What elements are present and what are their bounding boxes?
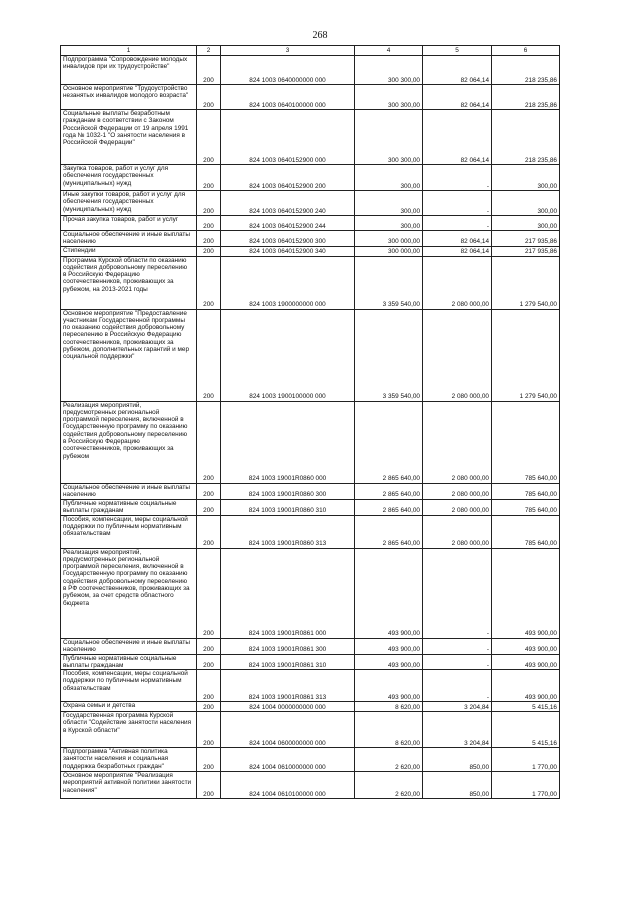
- row-group-cell: [197, 246, 221, 256]
- row-executed-text: -: [486, 207, 489, 215]
- row-name-cell: [61, 165, 197, 191]
- row-code-cell: [221, 772, 355, 799]
- row-executed-text: -: [486, 222, 489, 230]
- row-executed-text: 2 080 000,00: [451, 491, 489, 499]
- row-approved-text: 2 620,00: [395, 763, 420, 771]
- row-group-cell: [197, 748, 221, 772]
- row-code-cell: [221, 246, 355, 256]
- row-approved-text: 300,00: [400, 222, 420, 230]
- row-remaining-text: 5 415,16: [532, 739, 557, 747]
- row-remaining-text: 217 935,86: [525, 238, 557, 246]
- row-group-cell: [197, 654, 221, 670]
- table-row: [61, 256, 560, 309]
- row-executed-cell: [423, 483, 492, 499]
- row-executed-text: 3 204,84: [464, 703, 489, 711]
- table-row: [61, 654, 560, 670]
- row-remaining-cell: [492, 256, 560, 309]
- table-row: [61, 638, 560, 654]
- row-group-text: 200: [203, 182, 214, 190]
- row-code-cell: [221, 702, 355, 712]
- row-approved-text: 493 900,00: [388, 630, 420, 638]
- row-executed-text: -: [486, 646, 489, 654]
- row-executed-cell: [423, 85, 492, 110]
- row-executed-text: 850,00: [469, 763, 489, 771]
- row-executed-cell: [423, 499, 492, 515]
- row-code-text: 824 1004 0610000000 000: [249, 763, 326, 771]
- row-approved-text: 2 865 640,00: [382, 507, 420, 515]
- row-group-text: 200: [203, 238, 214, 246]
- row-name-cell: [61, 772, 197, 799]
- row-group-text: 200: [203, 507, 214, 515]
- row-group-text: 200: [203, 646, 214, 654]
- row-remaining-cell: [492, 231, 560, 247]
- row-name-text: Реализация мероприятий, предусмотренных региональной программой переселения, включенной в Государственную программу по оказанию содействия добровольному переселению в Российскую Федерацию соотечественников, проживающих за рубежом: [63, 401, 188, 460]
- row-code-text: 824 1003 0640152900 300: [249, 238, 326, 246]
- row-executed-cell: [423, 56, 492, 85]
- row-executed-cell: [423, 401, 492, 483]
- row-executed-cell: [423, 548, 492, 638]
- row-executed-text: -: [486, 693, 489, 701]
- row-approved-cell: [355, 401, 423, 483]
- row-remaining-cell: [492, 712, 560, 748]
- row-executed-text: 2 080 000,00: [451, 507, 489, 515]
- row-remaining-text: 785 640,00: [525, 475, 557, 483]
- row-approved-cell: [355, 85, 423, 110]
- row-remaining-text: 218 235,86: [525, 156, 557, 164]
- row-approved-cell: [355, 772, 423, 799]
- row-group-cell: [197, 702, 221, 712]
- row-executed-text: -: [486, 630, 489, 638]
- row-remaining-text: 493 900,00: [525, 630, 557, 638]
- row-name-cell: [61, 309, 197, 401]
- row-approved-cell: [355, 246, 423, 256]
- row-remaining-cell: [492, 56, 560, 85]
- row-executed-cell: [423, 515, 492, 548]
- row-executed-text: 82 064,14: [460, 101, 489, 109]
- row-name-cell: [61, 256, 197, 309]
- row-remaining-text: 493 900,00: [525, 693, 557, 701]
- row-remaining-cell: [492, 654, 560, 670]
- row-code-text: 824 1003 19001R0860 310: [248, 507, 327, 515]
- table-row: [61, 85, 560, 110]
- row-executed-cell: [423, 110, 492, 165]
- row-executed-text: 3 204,84: [464, 739, 489, 747]
- row-group-text: 200: [203, 661, 214, 669]
- row-code-cell: [221, 165, 355, 191]
- row-code-cell: [221, 654, 355, 670]
- row-executed-cell: [423, 654, 492, 670]
- row-approved-text: 300,00: [400, 182, 420, 190]
- row-approved-text: 300 000,00: [388, 248, 420, 256]
- row-approved-text: 300 300,00: [388, 156, 420, 164]
- row-executed-text: 2 080 000,00: [451, 540, 489, 548]
- row-name-cell: [61, 654, 197, 670]
- row-group-cell: [197, 670, 221, 702]
- row-name-text: Социальное обеспечение и иные выплаты населению: [63, 638, 190, 653]
- row-group-text: 200: [203, 101, 214, 109]
- row-executed-cell: [423, 748, 492, 772]
- row-name-cell: [61, 56, 197, 85]
- row-name-text: Подпрограмма "Сопровождение молодых инвалидов при их трудоустройстве": [63, 56, 188, 71]
- row-approved-text: 2 865 640,00: [382, 491, 420, 499]
- table-row: [61, 246, 560, 256]
- row-remaining-cell: [492, 401, 560, 483]
- table-row: [61, 712, 560, 748]
- row-code-cell: [221, 85, 355, 110]
- row-name-cell: [61, 401, 197, 483]
- row-approved-cell: [355, 191, 423, 216]
- row-name-cell: [61, 231, 197, 247]
- row-code-cell: [221, 499, 355, 515]
- table-row: [61, 401, 560, 483]
- row-approved-cell: [355, 712, 423, 748]
- row-code-cell: [221, 401, 355, 483]
- row-code-cell: [221, 56, 355, 85]
- table-row: [61, 309, 560, 401]
- row-approved-cell: [355, 548, 423, 638]
- page-number: 268: [312, 30, 328, 41]
- row-approved-cell: [355, 702, 423, 712]
- row-executed-cell: [423, 191, 492, 216]
- row-approved-text: 493 900,00: [388, 693, 420, 701]
- row-group-cell: [197, 216, 221, 231]
- table-row: [61, 702, 560, 712]
- row-code-text: 824 1003 19001R0860 313: [248, 540, 327, 548]
- row-code-text: 824 1003 0640152900 340: [249, 248, 326, 256]
- row-remaining-text: 493 900,00: [525, 646, 557, 654]
- row-code-text: 824 1003 1900000000 000: [249, 301, 326, 309]
- row-remaining-text: 1 770,00: [532, 763, 557, 771]
- row-executed-text: 850,00: [469, 790, 489, 798]
- row-remaining-text: 300,00: [537, 182, 557, 190]
- row-executed-cell: [423, 712, 492, 748]
- row-code-cell: [221, 548, 355, 638]
- table-row: [61, 548, 560, 638]
- row-name-text: Основное мероприятие "Предоставление участникам Государственной программы по оказанию содействия добровольному переселению в Российскую Федерацию соотечественников, проживающих за рубежом, дополнительных гарантий и мер социальной поддержки": [63, 309, 189, 361]
- row-remaining-cell: [492, 110, 560, 165]
- row-code-cell: [221, 515, 355, 548]
- row-name-text: Публичные нормативные социальные выплаты гражданам: [63, 499, 177, 514]
- row-group-text: 200: [203, 630, 214, 638]
- row-group-cell: [197, 638, 221, 654]
- table-row: [61, 110, 560, 165]
- row-executed-text: -: [486, 661, 489, 669]
- row-group-text: 200: [203, 156, 214, 164]
- row-group-text: 200: [203, 301, 214, 309]
- row-code-text: 824 1003 19001R0860 000: [248, 475, 327, 483]
- row-name-text: Социальные выплаты безработным гражданам в соответствии с Законом Российской Федерации от 19 апреля 1991 года № 1032-1 "О занятости населения в Российской Федерации": [63, 110, 189, 147]
- row-executed-text: 82 064,14: [460, 248, 489, 256]
- column-header: 2: [197, 46, 221, 56]
- row-remaining-cell: [492, 670, 560, 702]
- table-row: [61, 670, 560, 702]
- row-remaining-cell: [492, 702, 560, 712]
- row-code-text: 824 1003 19001R0861 300: [248, 646, 327, 654]
- row-approved-cell: [355, 654, 423, 670]
- column-header: 1: [61, 46, 197, 56]
- row-executed-cell: [423, 772, 492, 799]
- row-code-text: 824 1003 19001R0860 300: [248, 491, 327, 499]
- row-group-text: 200: [203, 207, 214, 215]
- row-remaining-text: 785 640,00: [525, 507, 557, 515]
- row-name-text: Социальное обеспечение и иные выплаты населению: [63, 483, 190, 498]
- row-group-text: 200: [203, 491, 214, 499]
- row-group-text: 200: [203, 393, 214, 401]
- row-code-cell: [221, 748, 355, 772]
- row-approved-cell: [355, 231, 423, 247]
- row-code-text: 824 1003 19001R0861 310: [248, 661, 327, 669]
- row-approved-text: 493 900,00: [388, 646, 420, 654]
- table-row: [61, 56, 560, 85]
- row-group-cell: [197, 85, 221, 110]
- row-code-cell: [221, 110, 355, 165]
- row-name-text: Реализация мероприятий, предусмотренных региональной программой переселения, включенной в Государственную программу по оказанию содействия добровольному переселению в РФ соотечественников, проживающих за рубежом, за счет средств областного бюджета: [63, 548, 190, 607]
- row-group-cell: [197, 110, 221, 165]
- row-group-text: 200: [203, 739, 214, 747]
- table-row: [61, 231, 560, 247]
- table-row: [61, 515, 560, 548]
- table-row: [61, 483, 560, 499]
- row-code-cell: [221, 670, 355, 702]
- row-approved-text: 2 865 640,00: [382, 540, 420, 548]
- row-executed-cell: [423, 702, 492, 712]
- column-header: 5: [423, 46, 492, 56]
- row-remaining-text: 300,00: [537, 207, 557, 215]
- row-executed-cell: [423, 256, 492, 309]
- row-executed-text: 2 080 000,00: [451, 475, 489, 483]
- row-name-text: Программа Курской области по оказанию содействия добровольному переселению в Российскую Федерацию соотечественников, проживающих за рубежом, на 2013-2021 годы: [63, 256, 188, 293]
- row-name-cell: [61, 85, 197, 110]
- row-group-text: 200: [203, 248, 214, 256]
- row-executed-cell: [423, 670, 492, 702]
- row-executed-text: -: [486, 182, 489, 190]
- row-executed-text: 2 080 000,00: [451, 301, 489, 309]
- row-approved-text: 300 300,00: [388, 101, 420, 109]
- row-remaining-cell: [492, 191, 560, 216]
- row-remaining-text: 785 640,00: [525, 491, 557, 499]
- budget-table: [60, 45, 560, 799]
- row-approved-cell: [355, 256, 423, 309]
- row-code-text: 824 1003 19001R0861 000: [248, 630, 327, 638]
- row-name-text: Социальное обеспечение и иные выплаты населению: [63, 231, 190, 246]
- row-code-cell: [221, 712, 355, 748]
- row-code-cell: [221, 191, 355, 216]
- row-code-text: 824 1003 0640152900 200: [249, 182, 326, 190]
- row-remaining-cell: [492, 548, 560, 638]
- row-code-text: 824 1003 0640152900 000: [249, 156, 326, 164]
- row-code-text: 824 1003 0640100000 000: [249, 101, 326, 109]
- row-group-text: 200: [203, 763, 214, 771]
- row-approved-text: 493 900,00: [388, 661, 420, 669]
- row-code-text: 824 1003 19001R0861 313: [248, 693, 327, 701]
- table-row: [61, 499, 560, 515]
- row-code-text: 824 1003 0640000000 000: [249, 76, 326, 84]
- row-group-cell: [197, 309, 221, 401]
- row-name-text: Пособия, компенсации, меры социальной поддержки по публичным нормативным обязательствам: [63, 670, 188, 692]
- row-code-text: 824 1004 0000000000 000: [249, 703, 326, 711]
- row-group-cell: [197, 191, 221, 216]
- column-header: 4: [355, 46, 423, 56]
- row-name-cell: [61, 246, 197, 256]
- row-approved-text: 3 359 540,00: [382, 301, 420, 309]
- row-approved-cell: [355, 670, 423, 702]
- row-executed-cell: [423, 309, 492, 401]
- row-remaining-text: 218 235,86: [525, 76, 557, 84]
- row-name-text: Закупка товаров, работ и услуг для обеспечения государственных (муниципальных) нужд: [63, 165, 169, 187]
- row-code-text: 824 1003 0640152900 244: [249, 222, 326, 230]
- row-code-cell: [221, 231, 355, 247]
- row-group-text: 200: [203, 693, 214, 701]
- row-group-cell: [197, 712, 221, 748]
- column-header: 3: [221, 46, 355, 56]
- row-remaining-text: 493 900,00: [525, 661, 557, 669]
- table-row: [61, 216, 560, 231]
- row-group-cell: [197, 548, 221, 638]
- row-remaining-cell: [492, 216, 560, 231]
- row-group-text: 200: [203, 475, 214, 483]
- row-remaining-text: 785 640,00: [525, 540, 557, 548]
- row-approved-text: 8 620,00: [395, 739, 420, 747]
- row-executed-cell: [423, 231, 492, 247]
- header-row: [61, 46, 560, 56]
- row-approved-cell: [355, 499, 423, 515]
- row-group-text: 200: [203, 703, 214, 711]
- row-group-cell: [197, 772, 221, 799]
- row-name-cell: [61, 638, 197, 654]
- row-approved-text: 3 359 540,00: [382, 393, 420, 401]
- row-approved-text: 300,00: [400, 207, 420, 215]
- row-name-text: Прочая закупка товаров, работ и услуг: [63, 216, 179, 223]
- row-name-cell: [61, 670, 197, 702]
- row-remaining-text: 300,00: [537, 222, 557, 230]
- row-remaining-text: 217 935,86: [525, 248, 557, 256]
- row-approved-text: 2 620,00: [395, 790, 420, 798]
- row-executed-text: 82 064,14: [460, 76, 489, 84]
- row-group-cell: [197, 231, 221, 247]
- row-remaining-cell: [492, 748, 560, 772]
- row-remaining-cell: [492, 638, 560, 654]
- row-remaining-text: 218 235,86: [525, 101, 557, 109]
- row-code-cell: [221, 216, 355, 231]
- row-group-cell: [197, 56, 221, 85]
- row-code-text: 824 1004 0610100000 000: [249, 790, 326, 798]
- row-group-cell: [197, 256, 221, 309]
- row-code-text: 824 1003 1900100000 000: [249, 393, 326, 401]
- row-name-cell: [61, 548, 197, 638]
- row-executed-text: 2 080 000,00: [451, 393, 489, 401]
- row-group-text: 200: [203, 790, 214, 798]
- row-remaining-cell: [492, 165, 560, 191]
- row-code-text: 824 1003 0640152900 240: [249, 207, 326, 215]
- table-row: [61, 772, 560, 799]
- row-name-cell: [61, 110, 197, 165]
- row-name-text: Публичные нормативные социальные выплаты гражданам: [63, 654, 177, 669]
- row-group-cell: [197, 499, 221, 515]
- row-code-cell: [221, 309, 355, 401]
- row-group-cell: [197, 165, 221, 191]
- row-remaining-cell: [492, 85, 560, 110]
- row-remaining-text: 1 279 540,00: [519, 301, 557, 309]
- row-name-cell: [61, 499, 197, 515]
- row-approved-text: 300 300,00: [388, 76, 420, 84]
- row-executed-cell: [423, 216, 492, 231]
- row-name-cell: [61, 702, 197, 712]
- row-name-text: Основное мероприятие "Трудоустройство незанятых инвалидов молодого возраста": [63, 85, 189, 100]
- row-code-cell: [221, 256, 355, 309]
- row-executed-cell: [423, 246, 492, 256]
- row-remaining-cell: [492, 499, 560, 515]
- row-remaining-cell: [492, 309, 560, 401]
- row-remaining-cell: [492, 772, 560, 799]
- row-approved-cell: [355, 216, 423, 231]
- row-name-text: Иные закупки товаров, работ и услуг для обеспечения государственных (муниципальных) нужд: [63, 191, 186, 213]
- row-approved-cell: [355, 515, 423, 548]
- row-name-text: Подпрограмма "Активная политика занятости населения и социальная поддержка безработных граждан": [63, 748, 169, 770]
- row-approved-cell: [355, 638, 423, 654]
- row-group-cell: [197, 515, 221, 548]
- row-group-text: 200: [203, 76, 214, 84]
- row-approved-text: 2 865 640,00: [382, 475, 420, 483]
- row-remaining-cell: [492, 246, 560, 256]
- row-remaining-text: 1 770,00: [532, 790, 557, 798]
- row-name-cell: [61, 191, 197, 216]
- row-name-text: Стипендии: [63, 246, 96, 254]
- row-group-text: 200: [203, 540, 214, 548]
- column-header: 6: [492, 46, 560, 56]
- row-approved-cell: [355, 110, 423, 165]
- row-executed-cell: [423, 638, 492, 654]
- row-group-cell: [197, 483, 221, 499]
- row-name-text: Пособия, компенсации, меры социальной поддержки по публичным нормативным обязательствам: [63, 515, 188, 538]
- row-name-cell: [61, 748, 197, 772]
- row-name-cell: [61, 515, 197, 548]
- table-row: [61, 748, 560, 772]
- row-approved-cell: [355, 56, 423, 85]
- row-remaining-cell: [492, 515, 560, 548]
- row-remaining-text: 5 415,16: [532, 703, 557, 711]
- row-approved-text: 8 620,00: [395, 703, 420, 711]
- row-group-cell: [197, 401, 221, 483]
- row-name-text: Основное мероприятие "Реализация мероприятий активной политики занятости населения": [63, 772, 192, 794]
- row-group-text: 200: [203, 222, 214, 230]
- row-approved-cell: [355, 309, 423, 401]
- row-executed-text: 82 064,14: [460, 238, 489, 246]
- row-remaining-cell: [492, 483, 560, 499]
- row-name-cell: [61, 712, 197, 748]
- row-approved-text: 300 000,00: [388, 238, 420, 246]
- row-name-cell: [61, 483, 197, 499]
- row-approved-cell: [355, 165, 423, 191]
- row-executed-cell: [423, 165, 492, 191]
- row-approved-cell: [355, 748, 423, 772]
- row-code-cell: [221, 483, 355, 499]
- row-code-text: 824 1004 0600000000 000: [249, 739, 326, 747]
- table-row: [61, 191, 560, 216]
- row-approved-cell: [355, 483, 423, 499]
- row-remaining-text: 1 279 540,00: [519, 393, 557, 401]
- row-code-cell: [221, 638, 355, 654]
- table-row: [61, 165, 560, 191]
- row-name-cell: [61, 216, 197, 231]
- row-executed-text: 82 064,14: [460, 156, 489, 164]
- row-name-text: Охрана семьи и детства: [63, 702, 136, 710]
- row-name-text: Государственная программа Курской области "Содействие занятости населения в Курской области": [63, 712, 192, 734]
